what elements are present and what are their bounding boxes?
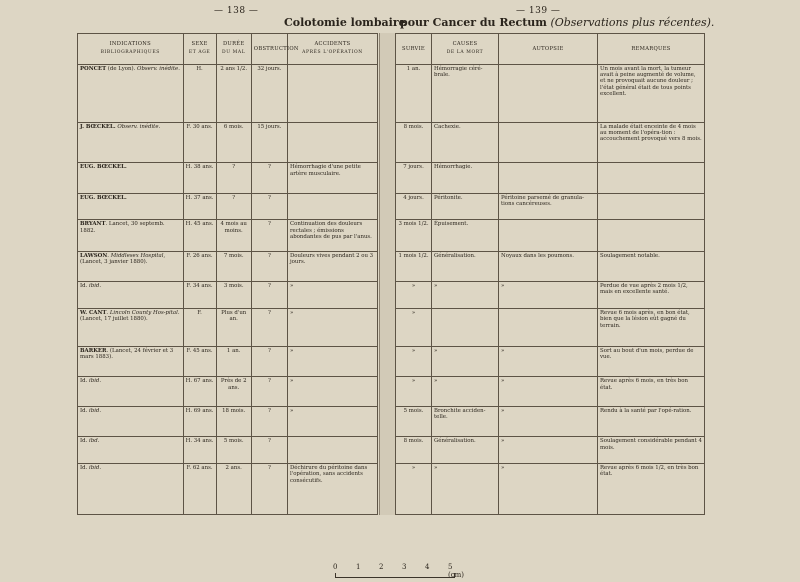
remarks-cell <box>598 220 705 252</box>
survival-cell: » <box>396 377 432 407</box>
duration-cell: 6 mois. <box>216 122 251 163</box>
accidents-cell: » <box>287 281 377 309</box>
duration-cell: ? <box>216 163 251 194</box>
duration-cell: Près de 2 ans. <box>216 377 251 407</box>
autopsy-cell <box>499 309 598 347</box>
obstruction-cell: 32 jours. <box>251 64 287 122</box>
survival-cell: 8 mois. <box>396 437 432 463</box>
remarks-cell: Rendu à la santé par l'opé-ration. <box>598 406 705 437</box>
duration-cell: ? <box>216 193 251 219</box>
header-accidents: ACCIDENTS APRÈS L'OPÉRATION <box>287 34 377 65</box>
duration-cell: 2 ans 1/2. <box>216 64 251 122</box>
table-right-page <box>395 33 705 515</box>
scale-label: 2 <box>379 563 384 571</box>
reference-source: Lincoln County Hos-pital. <box>109 310 180 317</box>
reference-author: BRYANT <box>80 221 106 228</box>
duration-cell: 4 mois au moins. <box>216 220 251 252</box>
reference-text: Id. <box>80 407 90 414</box>
cause-of-death-cell: » <box>432 281 499 309</box>
header-survie: SURVIE <box>396 34 432 65</box>
accidents-cell: » <box>287 309 377 347</box>
table-row <box>78 220 378 252</box>
cm-scale-bar <box>333 563 463 579</box>
obstruction-cell: ? <box>251 377 287 407</box>
reference-text: Id. <box>80 282 90 289</box>
scale-label: 5 (cm) <box>448 563 465 579</box>
cause-of-death-cell: Épuisement. <box>432 220 499 252</box>
obstruction-cell: ? <box>251 193 287 219</box>
sex-age-cell: F. <box>183 309 216 347</box>
reference-cell <box>78 252 184 282</box>
accidents-cell: » <box>287 346 377 377</box>
cause-of-death-cell: » <box>432 377 499 407</box>
reference-cell <box>78 406 184 437</box>
accidents-cell <box>287 64 377 122</box>
survival-cell: 1 an. <box>396 64 432 122</box>
reference-source: ibid. <box>89 464 102 471</box>
reference-author: LAWSON <box>80 253 108 260</box>
reference-text: Id. <box>80 378 90 385</box>
remarks-cell: Un mois avant la mort, la tumeur avait à peine augmenté de volume, et ne provoquait aucune douleur ; l'état général était de tous points excellent. <box>598 64 705 122</box>
table-row <box>396 346 705 377</box>
reference-cell <box>78 193 184 219</box>
cause-of-death-cell: » <box>432 346 499 377</box>
obstruction-cell: ? <box>251 281 287 309</box>
sex-age-cell: F. 45 ans. <box>183 346 216 377</box>
table-row <box>396 64 705 122</box>
duration-cell: 1 an. <box>216 346 251 377</box>
reference-source: ibid. <box>89 378 102 385</box>
obstruction-cell: ? <box>251 252 287 282</box>
title-right-sub: (Observations plus récentes). <box>550 16 715 29</box>
reference-text: . <box>106 310 110 317</box>
sex-age-cell: F. 62 ans. <box>183 463 216 514</box>
reference-cell <box>78 163 184 194</box>
survival-cell: » <box>396 281 432 309</box>
reference-author: BARKER <box>80 347 107 354</box>
autopsy-cell: » <box>499 346 598 377</box>
reference-cell <box>78 377 184 407</box>
sex-age-cell: H. <box>183 64 216 122</box>
page-number-right: — 139 — <box>516 6 561 16</box>
autopsy-cell: » <box>499 377 598 407</box>
survival-cell: 3 mois 1/2. <box>396 220 432 252</box>
survival-cell: » <box>396 346 432 377</box>
obstruction-cell: 15 jours. <box>251 122 287 163</box>
table-row <box>78 309 378 347</box>
autopsy-cell: Péritoine parsemé de granula-tions cancéreuses. <box>499 193 598 219</box>
autopsy-cell <box>499 220 598 252</box>
table-left-page <box>77 33 378 515</box>
reference-source: ibid. <box>89 282 102 289</box>
remarks-cell: Revue 6 mois après, en bon état, bien que la lésion eût gagné du terrain. <box>598 309 705 347</box>
header-row-left <box>78 34 378 65</box>
remarks-cell: Sort au bout d'un mois, perdue de vue. <box>598 346 705 377</box>
reference-text: (de Lyon). <box>106 65 138 72</box>
reference-author: EUG. BŒCKEL. <box>80 164 127 171</box>
remarks-cell: Perdue de vue après 2 mois 1/2, mais en excellente santé. <box>598 281 705 309</box>
reference-cell <box>78 437 184 463</box>
reference-cell <box>78 122 184 163</box>
header-obstruction: OBSTRUCTION <box>251 34 287 65</box>
sex-age-cell: F. 30 ans. <box>183 122 216 163</box>
remarks-cell: La malade était enceinte de 4 mois au moment de l'opéra-tion : accouchement provoqué vers 8 mois. <box>598 122 705 163</box>
accidents-cell <box>287 122 377 163</box>
obstruction-cell: ? <box>251 220 287 252</box>
table-row <box>78 64 378 122</box>
accidents-cell: Déchirure du péritoine dans l'opération, sans accidents consécutifs. <box>287 463 377 514</box>
reference-cell <box>78 220 184 252</box>
table-row <box>396 220 705 252</box>
table-row <box>78 193 378 219</box>
reference-text: Id. <box>80 438 90 445</box>
obstruction-cell: ? <box>251 437 287 463</box>
table-row <box>78 377 378 407</box>
sex-age-cell: H. 45 ans. <box>183 220 216 252</box>
cause-of-death-cell: Hémorragie céré-brale. <box>432 64 499 122</box>
duration-cell: Plus d'un an. <box>216 309 251 347</box>
reference-author: PONCET <box>80 65 107 72</box>
obstruction-cell: ? <box>251 406 287 437</box>
obstruction-cell: ? <box>251 163 287 194</box>
reference-source: Middlesex Hospital, <box>110 253 166 260</box>
accidents-cell: Hémorrhagie d'une petite artère musculaire. <box>287 163 377 194</box>
accidents-cell: » <box>287 377 377 407</box>
cause-of-death-cell: Bronchite acciden-telle. <box>432 406 499 437</box>
table-row <box>396 406 705 437</box>
table-row <box>78 463 378 514</box>
table-row <box>78 163 378 194</box>
remarks-cell: Revue après 6 mois, en très bon état. <box>598 377 705 407</box>
header-remarques: REMARQUES <box>598 34 705 65</box>
duration-cell: 18 mois. <box>216 406 251 437</box>
table-row <box>78 281 378 309</box>
duration-cell: 7 mois. <box>216 252 251 282</box>
table-row <box>396 252 705 282</box>
page-number-left: — 138 — <box>214 6 259 16</box>
page-gutter <box>379 33 396 515</box>
survival-cell: 8 mois. <box>396 122 432 163</box>
autopsy-cell: » <box>499 437 598 463</box>
reference-author: J. BŒCKEL. <box>80 123 116 130</box>
header-indications: INDICATIONS BIBLIOGRAPHIQUES <box>78 34 184 65</box>
autopsy-cell <box>499 163 598 194</box>
table-row <box>396 309 705 347</box>
reference-source: Observ. inédite. <box>137 65 180 72</box>
table-row <box>396 122 705 163</box>
duration-cell: 2 ans. <box>216 463 251 514</box>
scale-label: 1 <box>356 563 361 571</box>
table-row <box>78 122 378 163</box>
scale-label: 3 <box>402 563 407 571</box>
autopsy-cell: » <box>499 406 598 437</box>
sex-age-cell: H. 38 ans. <box>183 163 216 194</box>
survival-cell: 7 jours. <box>396 163 432 194</box>
autopsy-cell: Noyaux dans les poumons. <box>499 252 598 282</box>
duration-cell: 3 mois. <box>216 281 251 309</box>
table-row <box>396 163 705 194</box>
reference-text: . Lancet, 30 septemb. 1882. <box>80 221 165 234</box>
title-right-main: pour Cancer du Rectum <box>400 16 547 29</box>
scale-label: 4 <box>425 563 430 571</box>
scale-label: 0 <box>333 563 338 571</box>
sex-age-cell: H. 37 ans. <box>183 193 216 219</box>
sex-age-cell: H. 69 ans. <box>183 406 216 437</box>
table-row <box>78 252 378 282</box>
reference-cell <box>78 281 184 309</box>
obstruction-cell: ? <box>251 463 287 514</box>
survival-cell: 4 jours. <box>396 193 432 219</box>
reference-cell <box>78 346 184 377</box>
left-table-body <box>78 64 378 514</box>
obstruction-cell: ? <box>251 309 287 347</box>
header-causes: CAUSES DE LA MORT <box>432 34 499 65</box>
header-sexe: SEXE ET AGE <box>183 34 216 65</box>
table-row <box>396 437 705 463</box>
right-table-body <box>396 64 705 514</box>
accidents-cell <box>287 437 377 463</box>
reference-cell <box>78 309 184 347</box>
header-row-right <box>396 34 705 65</box>
survival-cell: » <box>396 463 432 514</box>
remarks-cell: Revue après 6 mois 1/2, en très bon état. <box>598 463 705 514</box>
header-duree: DURÉE DU MAL <box>216 34 251 65</box>
sex-age-cell: H. 67 ans. <box>183 377 216 407</box>
reference-text: . <box>107 253 111 260</box>
reference-source: ibid. <box>89 407 102 414</box>
header-autopsie: AUTOPSIE <box>499 34 598 65</box>
cause-of-death-cell: Péritonite. <box>432 193 499 219</box>
reference-source: Observ. inédite. <box>117 123 161 130</box>
autopsy-cell: » <box>499 463 598 514</box>
duration-cell: 5 mois. <box>216 437 251 463</box>
reference-extra: (Lancet, 3 janvier 1880). <box>80 259 148 266</box>
accidents-cell: Continuation des douleurs rectales ; émissions abondantes de pus par l'anus. <box>287 220 377 252</box>
title-left: Colotomie lombaire <box>284 16 406 29</box>
scale-ruler <box>335 573 455 578</box>
reference-extra: (Lancet, 17 juillet 1880). <box>80 316 148 323</box>
reference-cell <box>78 463 184 514</box>
accidents-cell: Douleurs vives pendant 2 ou 3 jours. <box>287 252 377 282</box>
remarks-cell: Soulagement considérable pendant 4 mois. <box>598 437 705 463</box>
sex-age-cell: F. 26 ans. <box>183 252 216 282</box>
autopsy-cell <box>499 64 598 122</box>
table-row <box>78 406 378 437</box>
table-row <box>396 463 705 514</box>
survival-cell: 1 mois 1/2. <box>396 252 432 282</box>
table-row <box>396 281 705 309</box>
cause-of-death-cell: Hémorrhagie. <box>432 163 499 194</box>
cause-of-death-cell: Généralisation. <box>432 252 499 282</box>
accidents-cell: » <box>287 406 377 437</box>
autopsy-cell: » <box>499 281 598 309</box>
obstruction-cell: ? <box>251 346 287 377</box>
table-row <box>396 193 705 219</box>
remarks-cell: Soulagement notable. <box>598 252 705 282</box>
cause-of-death-cell: Cachexie. <box>432 122 499 163</box>
reference-cell <box>78 64 184 122</box>
sex-age-cell: H. 34 ans. <box>183 437 216 463</box>
reference-text: . (Lancet, 24 février et 3 mars 1883). <box>80 347 174 361</box>
table-row <box>78 346 378 377</box>
cause-of-death-cell <box>432 309 499 347</box>
autopsy-cell <box>499 122 598 163</box>
reference-text: Id. <box>80 464 90 471</box>
cause-of-death-cell: Généralisation. <box>432 437 499 463</box>
reference-author: W. CANT <box>80 310 107 317</box>
title-right <box>400 16 714 29</box>
cause-of-death-cell: » <box>432 463 499 514</box>
survival-cell: » <box>396 309 432 347</box>
survival-cell: 5 mois. <box>396 406 432 437</box>
reference-source: ibd. <box>89 438 100 445</box>
remarks-cell <box>598 193 705 219</box>
remarks-cell <box>598 163 705 194</box>
reference-author: EUG. BŒCKEL. <box>80 194 127 201</box>
accidents-cell <box>287 193 377 219</box>
table-row <box>396 377 705 407</box>
sex-age-cell: F. 34 ans. <box>183 281 216 309</box>
table-row <box>78 437 378 463</box>
